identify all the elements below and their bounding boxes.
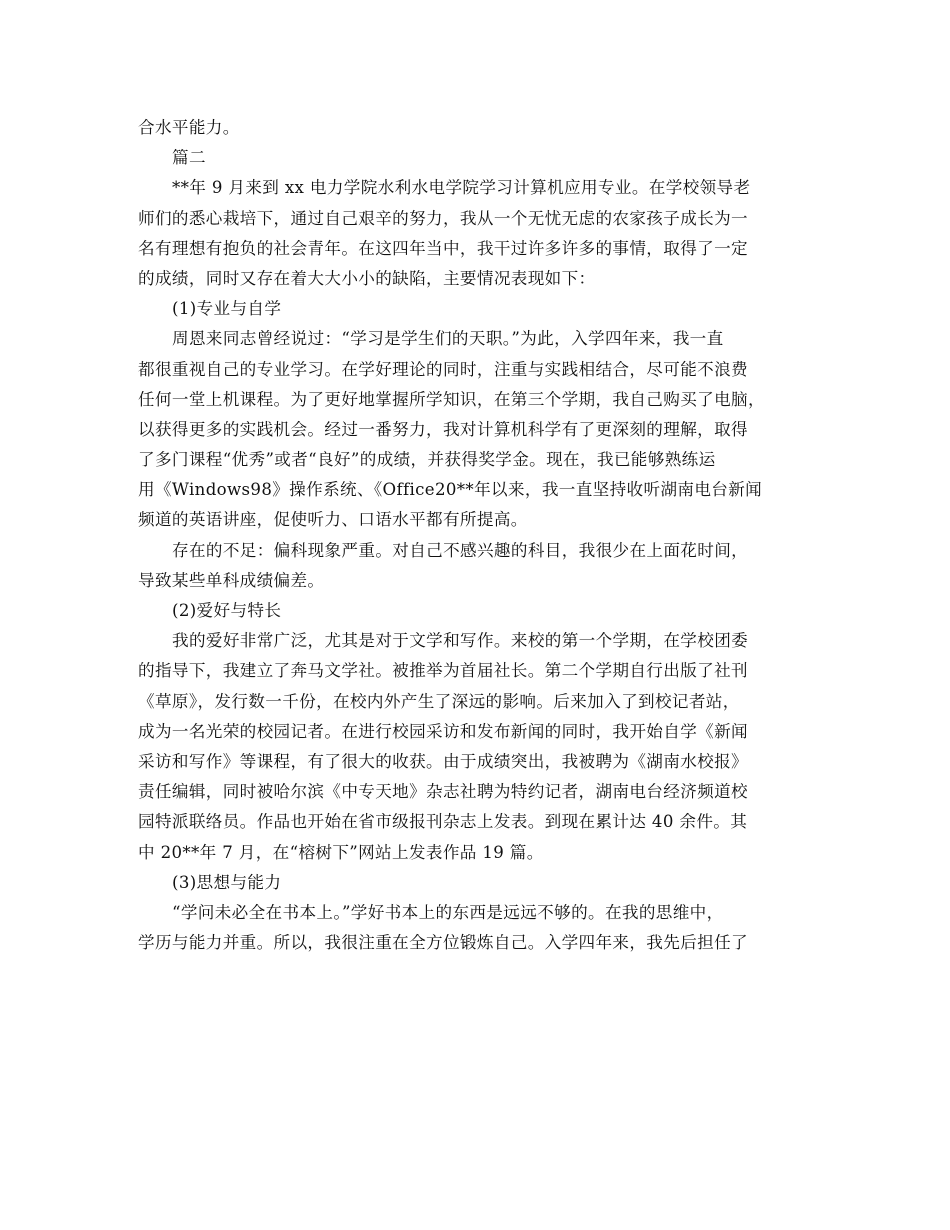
text-line: 任何一堂上机课程。为了更好地掌握所学知识，在第三个学期，我自己购买了电脑， xyxy=(138,389,765,409)
text-line: 以获得更多的实践机会。经过一番努力，我对计算机科学有了更深刻的理解，取得 xyxy=(138,419,748,439)
text-line: 成为一名光荣的校园记者。在进行校园采访和发布新闻的同时，我开始自学《新闻 xyxy=(138,721,748,741)
text-line: (2)爱好与特长 xyxy=(172,601,282,620)
text-line: 师们的悉心栽培下，通过自己艰辛的努力，我从一个无忧无虑的农家孩子成长为一 xyxy=(138,208,748,228)
text-line: 频道的英语讲座，促使听力、口语水平都有所提高。 xyxy=(138,510,528,530)
text-line: 周恩来同志曾经说过：“学习是学生们的天职。”为此，入学四年来，我一直 xyxy=(172,329,724,349)
text-line: **年 9 月来到 xx 电力学院水利水电学院学习计算机应用专业。在学校领导老 xyxy=(172,178,751,198)
text-line: 都很重视自己的专业学习。在学好理论的同时，注重与实践相结合，尽可能不浪费 xyxy=(138,359,748,379)
text-line: 采访和写作》等课程，有了很大的收获。由于成绩突出，我被聘为《湖南水校报》 xyxy=(138,751,748,771)
text-line: 名有理想有抱负的社会青年。在这四年当中，我干过许多许多的事情，取得了一定 xyxy=(138,238,748,258)
text-line: 责任编辑，同时被哈尔滨《中专天地》杂志社聘为特约记者，湖南电台经济频道校 xyxy=(138,782,748,802)
text-line: 中 20**年 7 月，在“榕树下”网站上发表作品 19 篇。 xyxy=(138,842,544,862)
text-line: 存在的不足：偏科现象严重。对自己不感兴趣的科目，我很少在上面花时间， xyxy=(172,540,749,560)
text-line: 导致某些单科成绩偏差。 xyxy=(138,570,325,590)
text-line: 《草原》，发行数一千份，在校内外产生了深远的影响。后来加入了到校记者站， xyxy=(138,691,740,711)
text-line: 园特派联络员。作品也开始在省市级报刊杂志上发表。到现在累计达 40 余件。其 xyxy=(138,812,748,832)
text-line: 合水平能力。 xyxy=(138,118,240,137)
text-line: 的指导下，我建立了奔马文学社。被推举为首届社长。第二个学期自行出版了社刊 xyxy=(138,661,748,681)
text-line: 学历与能力并重。所以，我很注重在全方位锻炼自己。入学四年来，我先后担任了 xyxy=(138,933,748,953)
text-line: 的成绩，同时又存在着大大小小的缺陷，主要情况表现如下： xyxy=(138,268,596,288)
text-line: 篇二 xyxy=(172,148,206,168)
text-line: 了多门课程“优秀”或者“良好”的成绩，并获得奖学金。现在，我已能够熟练运 xyxy=(138,450,716,470)
text-line: 用《Windows98》操作系统、《Office20**年以来，我一直坚持收听湖南电台新闻 xyxy=(138,480,763,500)
text-line: 我的爱好非常广泛，尤其是对于文学和写作。来校的第一个学期，在学校团委 xyxy=(172,631,749,651)
document-page xyxy=(138,113,818,958)
text-line: (3)思想与能力 xyxy=(172,872,282,892)
text-line: (1)专业与自学 xyxy=(172,299,282,319)
text-line: “学问未必全在书本上。”学好书本上的东西是远远不够的。在我的思维中， xyxy=(172,902,724,922)
